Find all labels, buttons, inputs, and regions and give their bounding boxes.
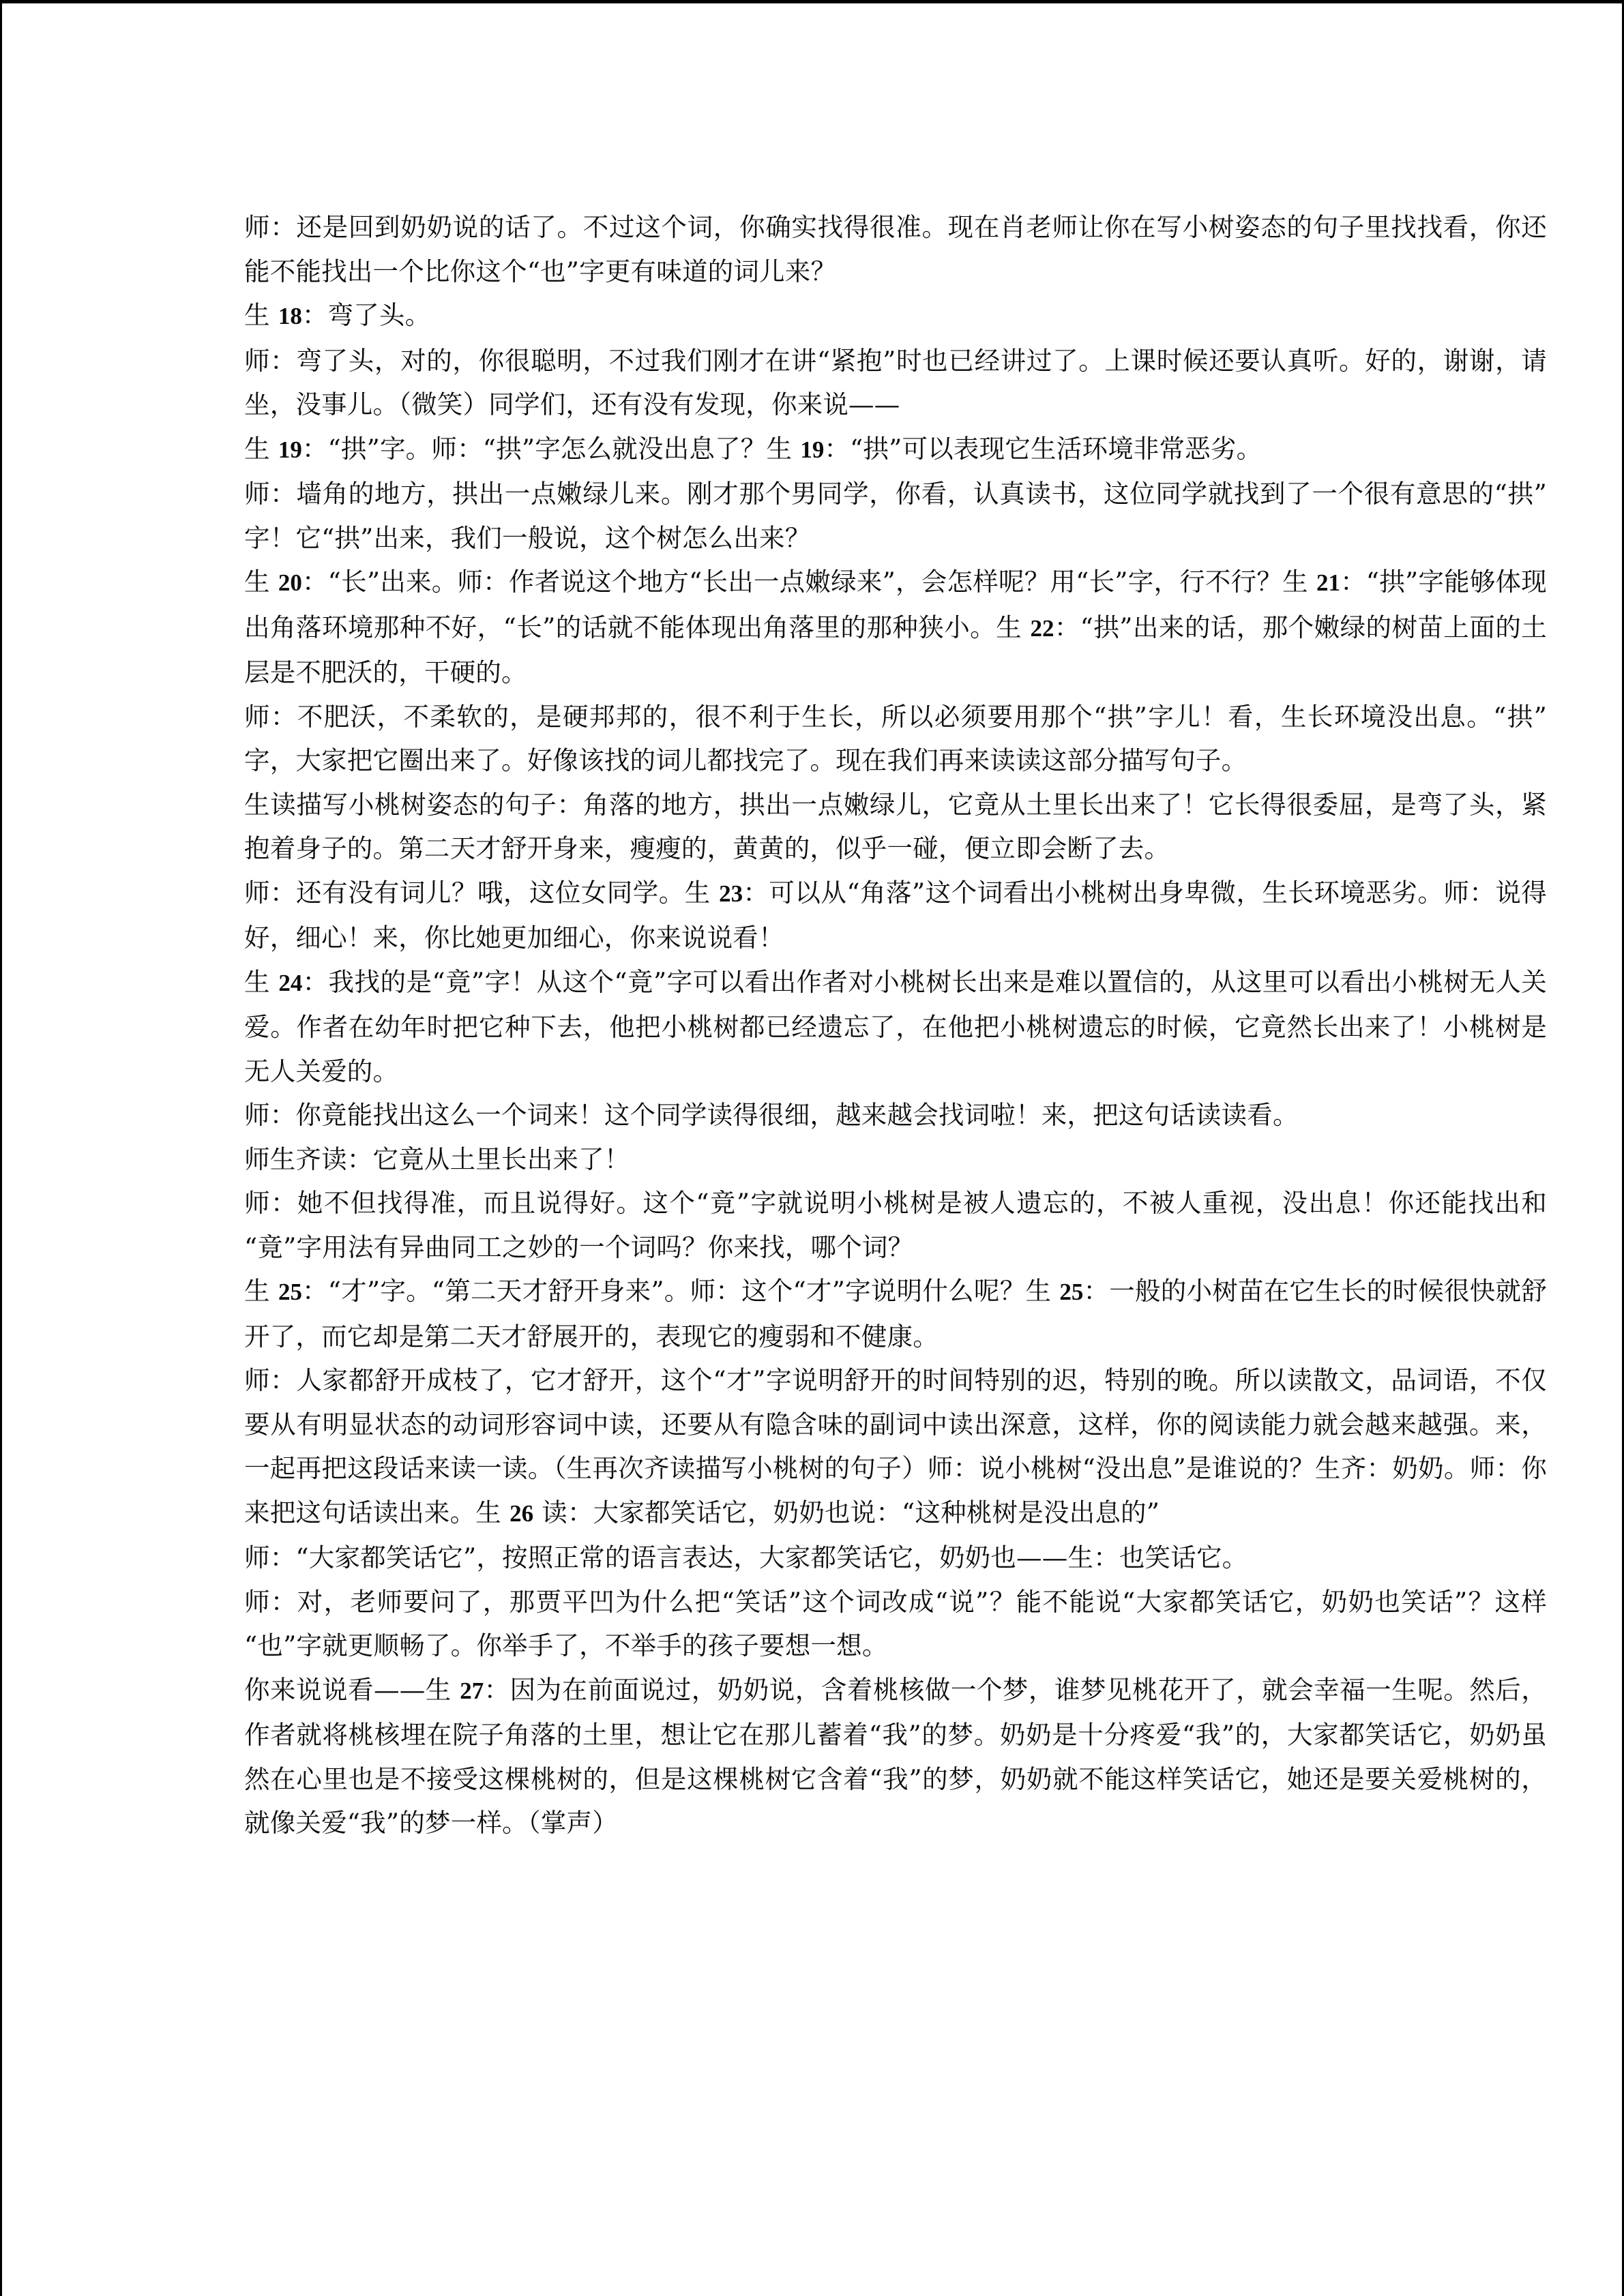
transcript-paragraph: 师：她不但找得准，而且说得好。这个“竟”字就说明小桃树是被人遗忘的，不被人重视，没出息！你还能找出和“竟”字用法有异曲同工之妙的一个词吗？你来找，哪个词？	[244, 1188, 1547, 1262]
transcript-paragraph: 师：弯了头，对的，你很聪明，不过我们刚才在讲“紧抱”时也已经讲过了。上课时候还要认真听。好的，谢谢，请坐，没事儿。（微笑）同学们，还有没有发现，你来说——	[244, 345, 1547, 419]
transcript-paragraph: 生 20：“长”出来。师：作者说这个地方“长出一点嫩绿来”，会怎样呢？用“长”字，行不行？生 21：“拱”字能够体现出角落环境那种不好，“长”的话就不能体现出角落里的那种狭小。生 22：“拱”出来的话，那个嫩绿的树苗上面的土层是不肥沃的，干硬的。	[244, 567, 1547, 687]
transcript-paragraph: 师：还有没有词儿？哦，这位女同学。生 23：可以从“角落”这个词看出小桃树出身卑微，生长环境恶劣。师：说得好，细心！来，你比她更加细心，你来说说看！	[244, 877, 1547, 953]
transcript-body	[244, 205, 1547, 1845]
transcript-paragraph: 师：“大家都笑话它”，按照正常的语言表达，大家都笑话它，奶奶也——生：也笑话它。	[244, 1542, 1248, 1572]
transcript-paragraph: 师：不肥沃，不柔软的，是硬邦邦的，很不利于生长，所以必须要用那个“拱”字儿！看，生长环境没出息。“拱”字，大家把它圈出来了。好像该找的词儿都找完了。现在我们再来读读这部分描写句子。	[244, 701, 1547, 775]
transcript-paragraph: 生读描写小桃树姿态的句子：角落的地方，拱出一点嫩绿儿，它竟从土里长出来了！它长得很委屈，是弯了头，紧抱着身子的。第二天才舒开身来，瘦瘦的，黄黄的，似乎一碰，便立即会断了去。	[244, 789, 1547, 863]
transcript-paragraph: 生 25：“才”字。“第二天才舒开身来”。师：这个“才”字说明什么呢？生 25：一般的小树苗在它生长的时候很快就舒开了，而它却是第二天才舒展开的，表现它的瘦弱和不健康。	[244, 1276, 1547, 1352]
transcript-paragraph: 生 24：我找的是“竟”字！从这个“竟”字可以看出作者对小桃树长出来是难以置信的，从这里可以看出小桃树无人关爱。作者在幼年时把它种下去，他把小桃树都已经遗忘了，在他把小桃树遗忘的时候，它竟然长出来了！小桃树是无人关爱的。	[244, 966, 1547, 1086]
transcript-paragraph: 师：人家都舒开成枝了，它才舒开，这个“才”字说明舒开的时间特别的迟，特别的晚。所以读散文，品词语，不仅要从有明显状态的动词形容词中读，还要从有隐含味的副词中读出深意，这样，你的阅读能力就会越来越强。来，一起再把这段话来读一读。（生再次齐读描写小桃树的句子）师：说小桃树“没出息”是谁说的？生齐：奶奶。师：你来把这句话读出来。生 26 读：大家都笑话它，奶奶也说：“这种桃树是没出息的”	[244, 1365, 1547, 1527]
transcript-paragraph: 师：墙角的地方，拱出一点嫩绿儿来。刚才那个男同学，你看，认真读书，这位同学就找到了一个很有意思的“拱”字！它“拱”出来，我们一般说，这个树怎么出来？	[244, 479, 1547, 553]
transcript-paragraph: 师：你竟能找出这么一个词来！这个同学读得很细，越来越会找词啦！来，把这句话读读看。	[244, 1100, 1299, 1130]
transcript-paragraph: 师：对，老师要问了，那贾平凹为什么把“笑话”这个词改成“说”？能不能说“大家都笑话它，奶奶也笑话”？这样“也”字就更顺畅了。你举手了，不举手的孩子要想一想。	[244, 1586, 1547, 1660]
transcript-paragraph: 生 18：弯了头。	[244, 300, 431, 330]
transcript-paragraph: 生 19：“拱”字。师：“拱”字怎么就没出息了？生 19：“拱”可以表现它生活环境非常恶劣。	[244, 433, 1263, 464]
transcript-paragraph: 你来说说看——生 27：因为在前面说过，奶奶说，含着桃核做一个梦，谁梦见桃花开了，就会幸福一生呢。然后，作者就将桃核埋在院子角落的土里，想让它在那儿蓄着“我”的梦。奶奶是十分疼爱“我”的，大家都笑话它，奶奶虽然在心里也是不接受这棵桃树的，但是这棵桃树它含着“我”的梦，奶奶就不能这样笑话它，她还是要关爱桃树的，就像关爱“我”的梦一样。（掌声）	[244, 1674, 1547, 1838]
transcript-paragraph: 师生齐读：它竟从土里长出来了！	[244, 1144, 630, 1174]
transcript-paragraph: 师：还是回到奶奶说的话了。不过这个词，你确实找得很准。现在肖老师让你在写小树姿态的句子里找找看，你还能不能找出一个比你这个“也”字更有味道的词儿来？	[244, 212, 1547, 286]
